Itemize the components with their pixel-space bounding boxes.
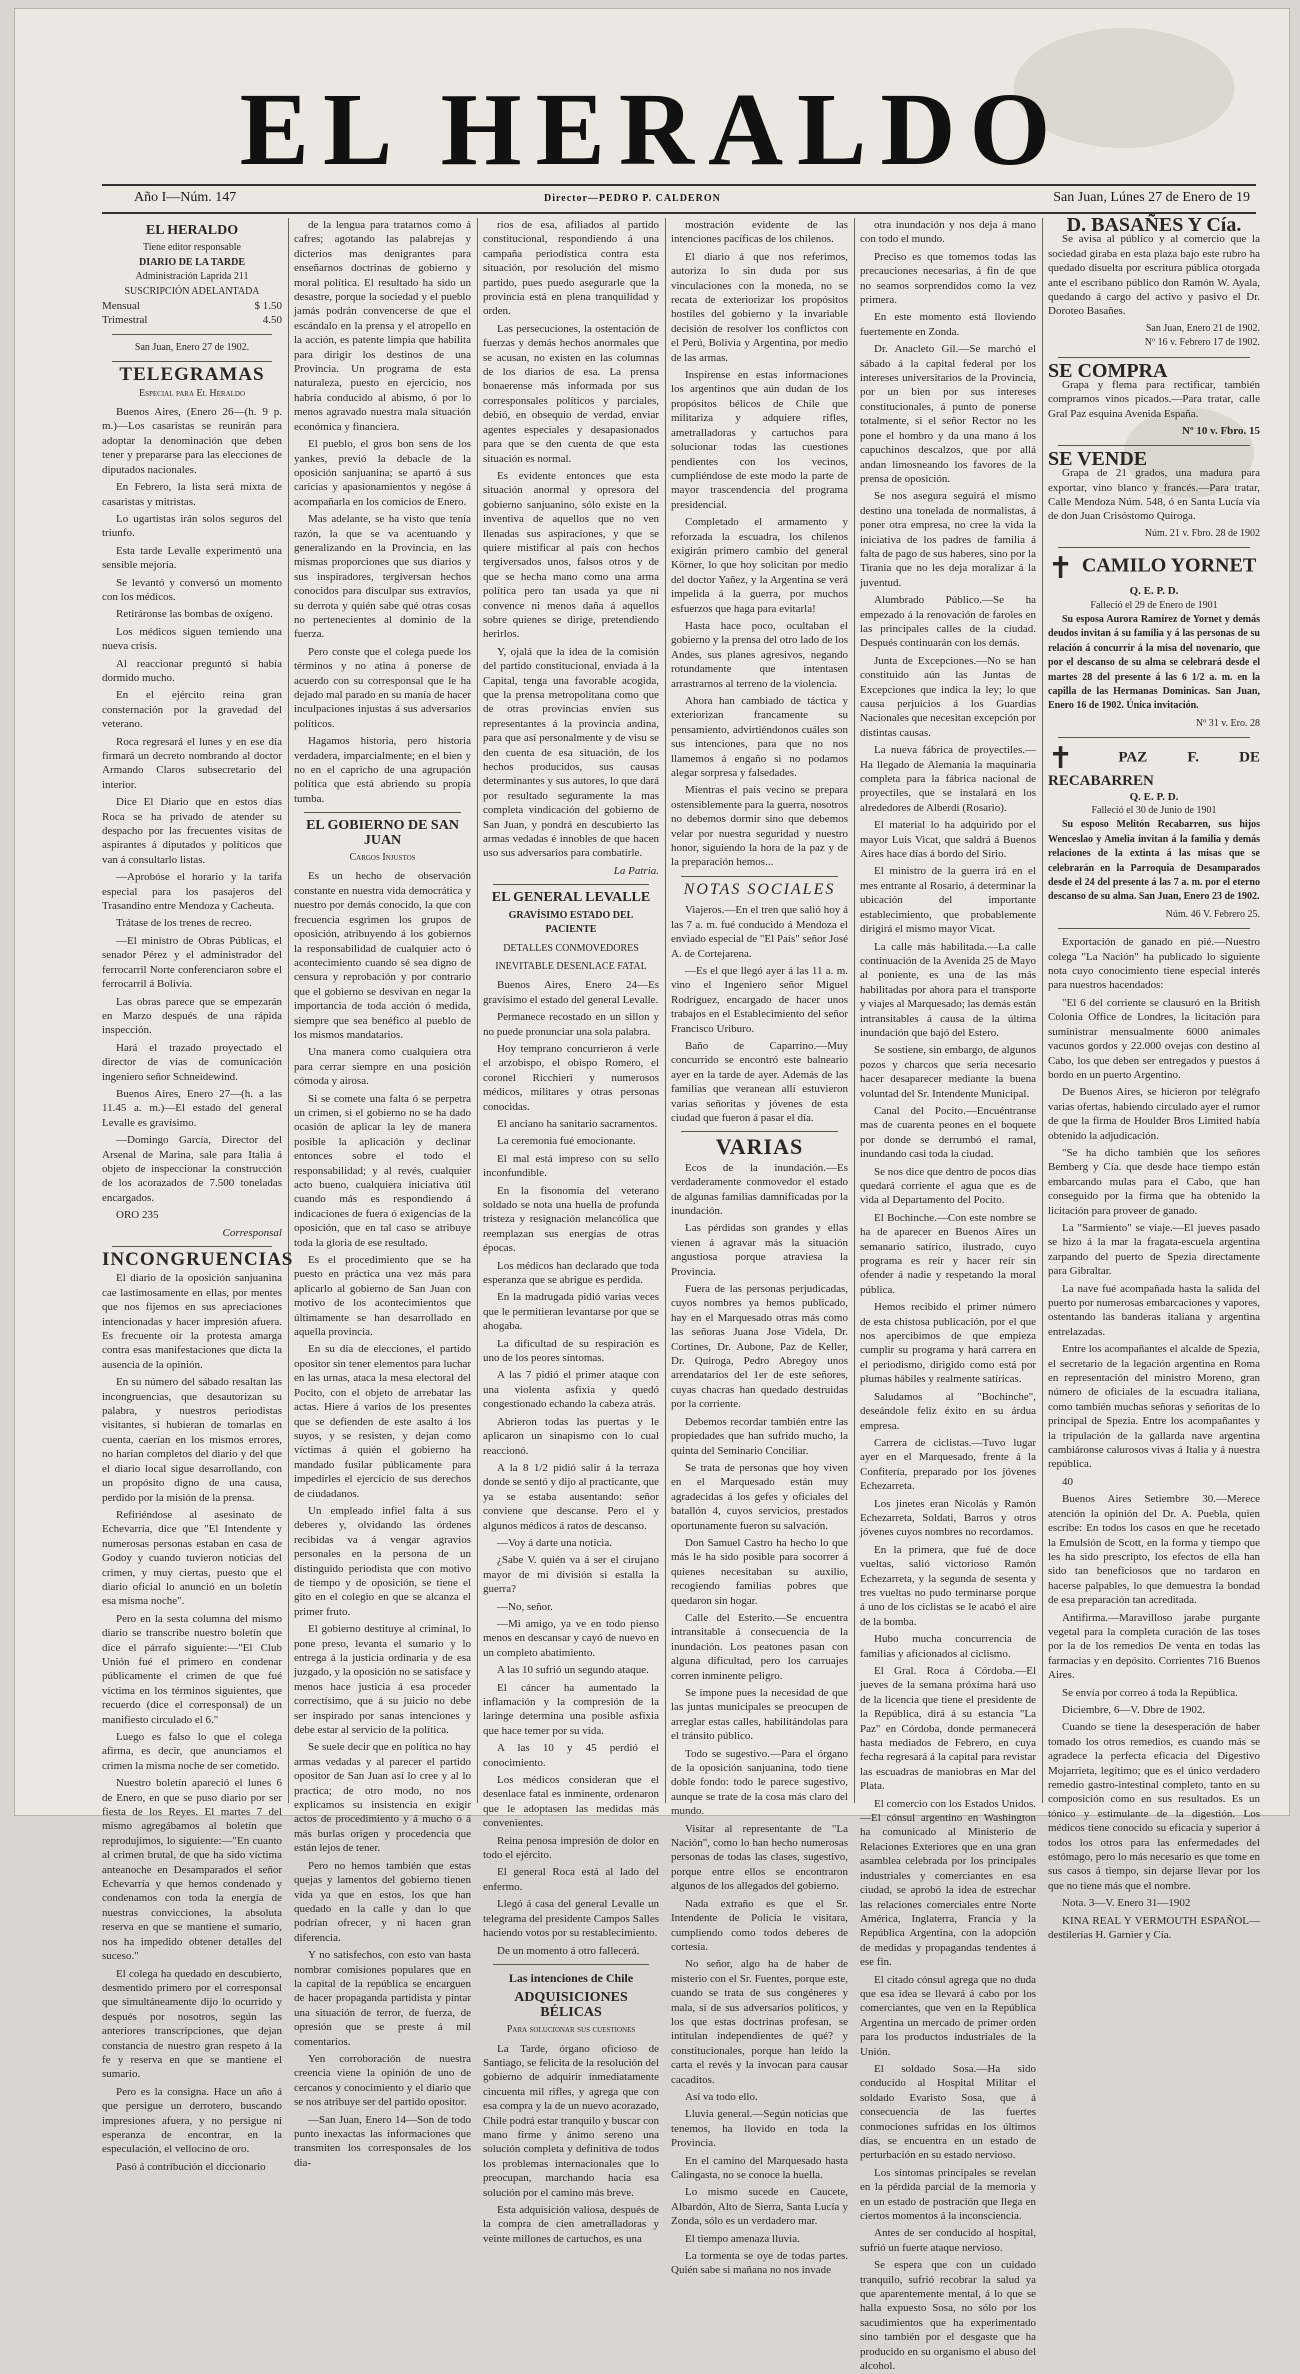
paragraph: Buenos Aires, Enero 27—(h. a las 11.45 a. m.)—El estado del general Levalle es gravísimo. [102,1087,282,1129]
divider [681,1131,838,1132]
section-title: TELEGRAMAS [119,364,265,386]
rate-row [102,299,282,313]
paragraph: "Se ha dicho también que los señores Bemberg y Cía. que desde hace tiempo están embarcando mulas para el Cabo, que han conseguido por la firma que ha obtenido la licitación para proveer de ganado. [1048,1146,1260,1217]
paragraph: —Voy á darte una noticia. [497,1536,612,1549]
paragraph: Roca regresará el lunes y en ese día firmará un decreto nombrando al doctor Armando Claros subsecretario del interior. [102,735,282,791]
paragraph: Los síntomas principales se revelan en la pérdida parcial de la memoria y en un estado de postración que llega en ciertos momentos á la inconsciencia. [860,2166,1036,2223]
paragraph: Luego es falso lo que el colega afirma, es decir, que anunciamos el crimen la misma noche de ser cometido. [102,1731,282,1772]
cross-icon: ✝ [1048,552,1074,586]
divider [112,1246,272,1247]
paragraph: La nueva fábrica de proyectiles.—Ha llegado de Alemania la maquinaria completa para la fábrica nacional de proyectiles, que se instalará en los alrededores de Alberdi (Rosario). [860,744,1036,814]
paragraph: A las 10 y 45 perdió el conocimiento. [483,1742,659,1769]
paragraph: Pero no hemos también que estas quejas y lamentos del gobierno tienen vida ya que en estos, los que han quedado en la calle y dan lo que podrían ofrecer, y ni hacen gran diferencia. [294,1859,471,1944]
obituary-name: CAMILO YORNET [1081,554,1257,577]
section-title: INCONGRUENCIAS [102,1249,294,1270]
column-6 [1048,214,1260,1942]
divider [1058,445,1250,446]
source: La Patria. [613,864,659,877]
paragraph: mostración evidente de las intenciones pacíficas de los chilenos. [671,219,848,246]
section-subtitle: Cargos Injustos [349,852,416,864]
column-4 [671,218,848,2277]
section-subtitle: GRAVÍSIMO ESTADO DEL PACIENTE [508,909,634,936]
paragraph: Exportación de ganado en pié.—Nuestro colega "La Nación" ha publicado lo siguiente nota cuyo conocimiento tiene especial interés para nuestros hacendados: [1048,936,1260,992]
column-rule [477,218,478,1803]
paragraph: El Bochinche.—Con este nombre se ha de aparecer en Buenos Aires un semanario satírico, ilustrado, cuyo programa es reír y hacer reír sin ofender á nadie y respetando la moral pública. [860,1211,1036,1296]
paragraph: Nota. 3—V. Enero 31—1902 [1062,1897,1191,1910]
divider [1058,737,1250,738]
paragraph: Se envía por correo á toda la República. [1062,1686,1238,1699]
newspaper-page [14,8,1290,2373]
paragraph: Reina penosa impresión de dolor en todo el ejército. [483,1834,659,1862]
paragraph: Mas adelante, se ha visto que tenía razón, la que se va acentuando y generalizando en la Provincia, en las mismas proporciones que sus diarios y sus inspiradores, tergiversan hechos conocidos para disculpar sus extravíos, su derrota y quién sabe qué otras cosas no pertenecientes al dominio de la fuerza. [294,513,471,641]
divider [1058,357,1250,358]
paragraph: Abrieron todas las puertas y le aplicaron un sinapismo con lo cual reaccionó. [483,1415,659,1457]
paragraph: de la lengua para tratarnos como á cafres; agotando las palabrejas y dicterios mas denigrantes para enseñarnos doctrinas de gobierno y moral política. El resultado ha sido un desastre, porque la sociedad y el pueblo jamás podrán convencerse de que el escándalo en la prensa y el atropello en la acción, es patente limpia que habilita para dirigir los destinos de una Provincia. Un programa de esta naturaleza, puesto en ejercicio, nos habría conducido al abismo, ó por lo menos agravado nuestra mala situación económica y financiera. [294,219,471,433]
column-1 [102,218,294,2173]
paragraph: Buenos Aires Setiembre 30.—Merece atención la opinión del Dr. A. Puebla, quien escribe: En todos los casos en que he recetado la Emulsión de Scott, en la forma y tiempo que les ha sido prescripto, los efectos de ella han sido tan beneficiosos que no tardaron en hacerse palpables, lo que demuestra la bondad de esa preparación tan acreditada. [1048,1493,1260,1607]
paragraph: De Buenos Aires, se hicieron por telégrafo varias ofertas, habiendo circulado ayer el rumor de que la firma de Houlder Bros Limited había obtenido la adjudicación. [1048,1086,1260,1142]
section-title: NOTAS SOCIALES [683,880,836,898]
paragraph: La "Sarmiento" se viaje.—El jueves pasado se hizo á la mar la fragata-escuela argentina zarpando del puerto de Spezia directamente para Gibraltar. [1048,1221,1260,1278]
paragraph: Trátase de los trenes de recreo. [116,917,252,930]
paragraph: Se sostiene, sin embargo, de algunos pozos y charcos que sería necesario hacer desaparecer mediante la buena voluntad del Sr. Intendente Municipal. [860,1044,1036,1100]
ad-number: Nº 31 v. Ero. 28 [1195,717,1260,729]
paragraph: Baño de Caparrino.—Muy concurrido se encontró este balneario ayer en la tarde de ayer. Además de las familias que veranean allí estuvieron varias señoritas y jóvenes de esta ciudad que fueron á pasar el día. [671,1039,848,1124]
paragraph: Inspírense en estas informaciones los argentinos que aún dudan de los propósitos bélicos de Chile que militariza y adquiere rifles, ametralladoras y cartuchos para solucionar todas las cuestiones pendientes con los vecinos, cumpliéndose de este modo la parte de mayor trascendencia del programa presidencial. [671,369,848,511]
paragraph: Refiriéndose al asesinato de Echevarría, dice que "El Intendente y numerosas personas estaban en casa de Godoy y cuando tuvieron noticias del crimen, y muy ciertas, puesto que el diario oficial lo anunció en un boletín esa misma noche". [102,1508,282,1608]
rate-label: Mensual [102,300,140,313]
paragraph: Pero conste que el colega puede los términos y no atina á ponerse de acuerdo con su corresponsal que le ha dejado mal parado en su manía de hacer inculpaciones injustas á sus adversarios políticos. [294,645,471,730]
rate-row [102,313,282,327]
paragraph: "El 6 del corriente se clausuró en la British Colonia Office de Londres, la licitación para suministrar mensualmente 6000 animales vacunos gordos y 22.000 ovejas con destino al Cabo, los que deben ser entregados y puestos á bordo en un puerto Argentino. [1048,996,1260,1081]
paragraph: Se levantó y conversó un momento con los médicos. [102,576,282,603]
paragraph: Retiráronse las bombas de oxígeno. [116,608,273,621]
paragraph: Diciembre, 6—V. Dbre de 1902. [1062,1703,1206,1716]
paragraph: Los médicos siguen temiendo una nueva crisis. [102,625,282,653]
cross-icon: ✝ [1048,742,1074,776]
box-line: DIARIO DE LA TARDE [138,256,246,268]
section-subtitle: DETALLES CONMOVEDORES [503,942,639,954]
paragraph: El tiempo amenaza lluvia. [685,2232,800,2245]
header-row [134,190,1250,212]
paragraph: Un empleado infiel falta á sus deberes y, olvidando las órdenes recibidas va á vengar agravios personales en la persona de un distinguido periodista que con motivo de tiempo y de oposición, se tiene el gito en el colegio en que se alcanza el primer fruto. [294,1504,471,1618]
paragraph: La ceremonia fué emocionante. [497,1135,636,1148]
paragraph: Yen corroboración de nuestra creencia viene la opinión de uno de cercanos y conocimiento y el diario que se nos atribuye ser del partido opositor. [294,2052,471,2109]
paragraph: Las obras parece que se empezarán en Marzo después de una rápida inspección. [102,995,282,1037]
divider [112,334,272,335]
director-line: Director—PEDRO P. CALDERON [544,193,721,204]
article-body [483,978,659,1958]
paragraph: Y, ojalá que la idea de la comisión del partido constitucional, enviada á la Capital, tenga una favorable acogida, que la prensa metropolitana como que de otras provincias envíen sus representantes á la provincia andina, para que así personalmente y de visu se den cuenta de esa situación, de los hechos producidos, sus causas determinantes y sus autores, lo que dará por resultado seguramente la mas completa vindicación del gobierno de San Juan, y pondrá en descubierto las armas vedadas é innobles de que hacen uso sus adversarios para combatirle. [483,645,659,860]
article-body [294,869,471,2170]
paragraph: En el camino del Marquesado hasta Calingasta, no se conoce la huella. [671,2154,848,2181]
paragraph: El pueblo, el gros bon sens de los yankes, previó la debacle de la oposición sanjuanina; se apartó á sus caricias y apasionamientos y negóse á acompañarla en los comicios de Enero. [294,438,471,508]
article-body [102,1271,282,2174]
paragraph: Antifirma.—Maravilloso jarabe purgante vegetal para la completa curación de las toses por la de los remedios De venta en todas las farmacias y en depósito. Corrientes 716 Buenos Aires. [1048,1611,1260,1682]
paragraph: Carrera de ciclistas.—Tuvo lugar ayer en el Marquesado, frente á la Confitería, preparado por los jóvenes Echezarreta. [860,1436,1036,1493]
paragraph: El Gral. Roca á Córdoba.—El jueves de la semana próxima hará uso de la licencia que tiene el presidente de la República, dirá á su estancia "La Paz" en Córdoba, donde permanecerá hasta mediados de Febrero, en cuya fecha regresará á la capital para revistar las escuadras de maniobras en Mar del Plata. [860,1665,1036,1793]
rate-value: 4.50 [262,314,282,327]
paragraph: El material lo ha adquirido por el mayor Luis Vicat, que saldrá á Buenos Aires hace días á bordo del Sirio. [860,819,1036,861]
paragraph: Hará el trazado proyectado el director de vías de comunicación ingeniero señor Schneidewind. [102,1041,282,1083]
paragraph: En su día de elecciones, el partido opositor sin tener elementos para luchar en las urnas, ataca la mesa electoral del Pocito, con el objeto de arrebatar las actas. Hiere á varios de los presentes que se defienden de este asalto á los suyos, y se resisten, y dejan como víctimas á quién el gobierno ha mandado fusilar públicamente para impedirles el ejercicio de sus derechos de ciudadanos. [294,1343,471,1500]
paragraph: Si se comete una falta ó se perpetra un crimen, si el gobierno no se ha dado ocasión de aplicar la ley de manera posible la aplicación y declinar entonces sobre el todo el responsabilidad; y al revés, cualquier acto bueno, cualquiera iniciativa útil cuando más es respondiendo á indicaciones de fuera ó exigencias de la oposición, que en tal caso se atribuye toda la gloria de ese resultado. [294,1092,471,1249]
paragraph: Lo ugartistas irán solos seguros del triunfo. [102,512,282,540]
paragraph: ¿Sabe V. quién va á ser el cirujano mayor de mi división si estalla la guerra? [483,1554,659,1596]
rate-value: $ 1.50 [254,300,282,313]
paragraph: —No, señor. [497,1600,553,1613]
article-body [294,218,471,806]
column-rule [854,218,855,1803]
paragraph: Pero es la consigna. Hace un año á que persigue un derrotero, buscando impresiones afuera, y no persigue ni esperanza de encontrar, en la especulación, el vellocino de oro. [102,2085,282,2156]
paragraph: Una manera como cualquiera otra para cerrar siempre en una posición cómoda y airosa. [294,1046,471,1088]
obituary-qepd: Q. E. P. D. [1129,585,1179,598]
article-body [671,1161,848,2278]
ad-number: Núm. 21 v. Fbro. 28 de 1902 [1144,527,1260,539]
ad-title: SE VENDE [1048,447,1148,470]
paragraph: A la 8 1/2 pidió salir á la terraza donde se sentó y dijo al practicante, que ya se estaba ausentando: señor conviene que descanse. Pero el y algunos médicos á ratos de descanso. [483,1461,659,1532]
paragraph: El diario á que nos referimos, autoriza lo sin duda por sus vinculaciones con la moneda, no se recata de exteriorizar los propósitos hostiles del gobierno y la invariable decisión de resolver los conflictos con el Perú, Bolivia y Argentina, por medio de las armas. [671,250,848,364]
section-subtitle: Para solucionar sus cuestiones [506,2024,636,2036]
paragraph: Completado el armamento y reforzada la escuadra, los chilenos exigirán primero cambio del general Körner, lo que hoy solicitan por medio del doctor Yañez, y la Argentina se verá impelida á la guerra, por muchos esfuerzos que haga para evitarla! [671,516,848,615]
obituary-body: Su esposa Aurora Ramírez de Yornet y demás deudos invitan á su familia y á las personas de su relación á concurrir á la misa del novenario, que por el descanso de su alma se celebrará desde el martes 28 del presente á las 6 1/2 a. m. en la capilla de las Hermanas Dominicas. San Juan, Enero 16 de 1902. Única invitación. [1048,613,1260,712]
obituary-name: PAZ F. DE RECABARREN [1048,749,1260,790]
paragraph: —San Juan, Enero 14—Son de todo punto inexactas las informaciones que transmiten los corresponsales de los dia- [294,2113,471,2169]
paragraph: Al reaccionar preguntó si había dormido mucho. [102,657,282,684]
paragraph: Los médicos han declarado que toda esperanza que se abrigue es perdida. [483,1259,659,1287]
divider [493,884,649,885]
column-rule [665,218,666,1803]
rate-label: Trimestral [102,314,148,327]
paragraph: Saludamos al "Bochinche", deseándole feliz éxito en su árdua empresa. [860,1390,1036,1432]
paragraph: Debemos recordar también entre las propiedades que han sufrido mucho, la quinta del Seminario Conciliar. [671,1415,848,1457]
paragraph: Se nos asegura seguirá el mismo destino una tonelada de normalistas, á poner otra empresa, no cree la vida la iniciativa de los padres de familia á falta de pago de sus haberes, sino por la Tirania que no les deja moralizar á la juventud. [860,490,1036,589]
paragraph: Es evidente entonces que esta situación anormal y opresora del gobierno sanjuanino, sólo existe en la inventiva de aquellos que no ven llenadas sus aspiraciones, y que se quiere mistificar al país con hechos tergiversados unos, falsos otros y de que se hecha mano como una arma política pero tan usada ya que ni convence ni menos daña á aquellos sobre quienes se dirige, pretendiendo herirlos. [483,469,659,641]
article-body [671,903,848,1125]
paragraph: Hemos recibido el primer número de esta chistosa publicación, por el que nos apercibimos de que empieza cumplir su programa y hará carrera en el periodismo, dirigido como está por plumas hábiles y realmente satíricas. [860,1301,1036,1386]
paragraph: En la fisonomía del veterano soldado se nota una huella de profunda tristeza y resignación melancólica que reemplazan sus energías de otras épocas. [483,1184,659,1255]
paragraph: Buenos Aires, (Enero 26—(h. 9 p. m.)—Los casaristas se reunirán para adoptar la denominación que deben tener y prepararse para las elecciones de diputados nacionales. [102,406,282,476]
paragraph: Hasta hace poco, ocultaban el gobierno y la prensa del otro lado de los Andes, sus planes agresivos, negando rotundamente que intentasen arrastrarnos al terreno de la violencia. [671,619,848,690]
paragraph: Ecos de la inundación.—Es verdaderamente conmovedor el estado de algunas familias damnificadas por la inundación. [671,1161,848,1217]
paragraph: A las 7 pidió el primer ataque con una violenta asfixia y quedó congestionado echando la cabeza atrás. [483,1369,659,1411]
paragraph: —Es el que llegó ayer á las 11 a. m. vino el Ingeniero señor Miguel Rodríguez, encargado de hacer unos trabajos en el Establecimiento del señor Francisco Uriburo. [671,964,848,1035]
paragraph: Entre los acompañantes el alcalde de Spezia, el secretario de la legación argentina en Roma en representación del ministro Moreno, gran número de oficiales de la escuadra italiana, como también muchas señoras y señoritas de lo principal de Spezia. Entre los acompañantes y la tripulación de la gallarda nave argentina cambiáronse calurosos vivas á Italia y á nuestra república. [1048,1343,1260,1471]
section-title: EL GOBIERNO DE SAN JUAN [306,818,459,848]
paragraph: rios de esa, afiliados al partido constitucional, respondiendo á una campaña periodística contra esta situación, por resolución del mismo partido, pues puedo asegurarle que la provincia está en plena tranquilidad y orden. [483,219,659,318]
paragraph: Hoy temprano concurrieron á verle el arzobispo, el obispo Romero, el coronel Ricchieri y numerosos médicos, militares y otras personas conocidas. [483,1042,659,1113]
paragraph: Alumbrado Público.—Se ha empezado á la renovación de faroles en las principales calles de la ciudad. Después continuarán con los demás. [860,594,1036,650]
paragraph: El mal está impreso con su sello inconfundible. [483,1152,659,1180]
obituary-body: Su esposo Melitón Recabarren, sus hijos Wenceslao y Amelia invitan á la familia y demás relaciones de la extinta á las misas que se celebrarán en la Parroquia de Desamparados desde el 24 del presente á las 7 a. m. por el eterno descanso de su alma. San Juan, Enero 23 de 1902. [1048,819,1260,903]
box-title: EL HERALDO [145,223,239,238]
obituary-heading [1048,744,1260,789]
paragraph: La dificultad de su respiración es uno de los peores síntomas. [483,1337,659,1365]
paragraph: —Domingo García, Director del Arsenal de Marina, sale para Italia á objeto de inspeccionar la construcción de los acorazados de 7.500 toneladas encargados. [102,1134,282,1204]
paragraph: Lo mismo sucede en Caucete, Albardón, Alto de Sierra, Santa Lucía y Zonda, sólo es un verdadero mar. [671,2186,848,2228]
divider [112,361,272,362]
article-body [483,2042,659,2247]
article-body [1048,935,1260,1942]
paragraph: En la madrugada pidió varias veces que le permitieran levantarse por que se ahogaba. [483,1291,659,1333]
paragraph: Visitar al representante de "La Nación", como lo han hecho numerosas personas de todas las clases, sugestivo, porque entre ellos se encontraron algunos de los allegados del gobierno. [671,1822,848,1893]
paragraph: El soldado Sosa.—Ha sido conducido al Hospital Militar el soldado Evaristo Sosa, que á consecuencia de las fuertes conmociones sufridas en los últimos días, se encuentra en un estado de perturbación en su estado nervioso. [860,2062,1036,2162]
paragraph: Canal del Pocito.—Encuéntranse mas de cuarenta peones en el boquete por donde se derrumbó el ramal, inundando casi toda la ciudad. [860,1104,1036,1161]
byline: Corresponsal [222,1226,282,1239]
ad-number: Nº 10 v. Fbro. 15 [1182,425,1260,438]
telegrams-body [102,405,282,1223]
issue-date: San Juan, Lúnes 27 de Enero de 19 [1053,190,1250,205]
paragraph: El citado cónsul agrega que no duda que esa idea se llevará á cabo por los comerciantes, que ven en la República Argentina un mercado de primer orden para los productos industriales de la Unión. [860,1973,1036,2058]
paragraph: —El ministro de Obras Públicas, el senador Pérez y el administrador del ferrocarril Norte conferenciaron sobre el ferrocarril á Bolivia. [102,934,282,991]
paragraph: El ministro de la guerra irá en el mes entrante al Rosario, á determinar la ubicación del importante establecimiento, que probablemente dirigirá el mismo mayor Vicat. [860,865,1036,936]
paragraph: Así va todo ello. [685,2090,758,2103]
ad-number: Nº 16 v. Febrero 17 de 1902. [1144,337,1260,349]
paragraph: Y no satisfechos, con esto van hasta nombrar comisiones populares que en la capital de la república se encarguen de hacer propaganda partidista y pintar una situación de terror, de fuerza, de opresión que se preste á mil comentarios. [294,1949,471,2048]
column-rule [1042,218,1043,1803]
article-body [483,218,659,861]
paragraph: La tormenta se oye de todas partes. Quién sabe si mañana no nos invade [671,2250,848,2277]
dateline: San Juan, Enero 27 de 1902. [134,341,250,353]
paragraph: No señor, algo ha de haber de misterio con el Sr. Fuentes, porque este, cuando se trata de sus congéneres y mala, sí de sus adversarios políticos, y los que estas doctrinas profesan, se intitulan independientes de qué? y constitucionales, porque han leído la carta el revés y la invocan para causar cacaditos. [671,1958,848,2086]
paragraph: El comercio con los Estados Unidos.—El cónsul argentino en Washington ha comunicado al Ministerio de Relaciones Exteriores que en una gran asamblea celebrada por los principales industriales y comerciantes en esa ciudad, se aprobó la idea de estrechar las relaciones comerciales entre Norte América, Inglaterra, Francia y la República Argentina, con la adopción de medidas y propagandas tendentes á ese fin. [860,1797,1036,1969]
ad-number: Núm. 46 V. Febrero 25. [1165,908,1260,920]
paragraph: Calle del Esterito.—Se encuentra intransitable á consecuencia de la inundación. Los peatones pasan con alguna dificultad, pero los carruajes corren inminente peligro. [671,1611,848,1682]
paragraph: KINA REAL Y VERMOUTH ESPAÑOL—destilerías H. Garnier y Cía. [1048,1914,1260,1942]
paragraph: Se impone pues la necesidad de que las juntas municipales se preocupen de arreglar estas calles, habilitándolas para el tránsito público. [671,1687,848,1743]
paragraph: Esta tarde Levalle experimentó una sensible mejoría. [102,544,282,572]
box-line: SUSCRIPCIÓN ADELANTADA [124,285,260,297]
section-subtitle: INEVITABLE DESENLACE FATAL [495,960,647,972]
box-line: Administración Laprida 211 [135,271,249,283]
ad-body: Grapa y flema para rectificar, también compramos vinos picados.—Para tratar, calle Gral Paz esquina Avenida España. [1048,379,1260,420]
paragraph: Pasó á contribución el diccionario [116,2160,266,2173]
paragraph: Fuera de las personas perjudicadas, cuyos nombres ya hemos publicado, hay en el Marquesado otras más como las señoras Juana Jose Videla, Dr. Cortines, Dr. Aubone, Paz de Keller, Dr. Quiroga, Pedro Abregoy unos arrendatarios del 1er de este señores, cuyas chacras han quedado destruidas por la corriente. [671,1283,848,1411]
column-2 [294,218,471,2169]
paragraph: Permanece recostado en un sillon y no puede pronunciar una sola palabra. [483,1011,659,1038]
article-body [671,218,848,870]
paragraph: Dr. Anacleto Gil.—Se marchó el sábado á la capital federal por los intereses universitarios de la Provincia, por un bien por sus intereses constitucionales, á punto de ponerse totalmente, si el señor Rector no les pone el hombro y da una mano á los capuchinos descalzos, que por allá andan limosneando los favores de la prensa de oposición. [860,343,1036,485]
paragraph: En la primera, que fué de doce vueltas, salió victorioso Ramón Echezarreta, y la segunda de sesenta y tres vueltas no pudo terminarse porque á uno de los ciclistas se le acabó el aire de la bomba. [860,1543,1036,1628]
paragraph: Preciso es que tomemos todas las precauciones necesarias, á fin de que no seamos sorprendidos como la vez primera. [860,250,1036,307]
paragraph: Todo se sugestivo.—Para el órgano de la oposición sanjuanina, todo tiene doble fondo: todo le parece sugestivo, aunque se trate de la cosa más claro del mundo. [671,1747,848,1818]
paragraph: —Aprobóse el horario y la tarifa especial para los pasajeros del Trasandino entre Mendoza y Cacheuta. [102,871,282,913]
divider [681,876,838,877]
divider [304,812,461,813]
paragraph: Lluvia general.—Según noticias que tenemos, ha llovido en toda la Provincia. [671,2108,848,2150]
paragraph: otra inundación y nos deja á mano con todo el mundo. [860,219,1036,246]
paragraph: 40 [1062,1475,1073,1488]
paragraph: El colega ha quedado en descubierto, desmentido primero por el corresponsal que simultáneamente dijo lo ocurrido y después por nosotros, según las anteriores transcripciones, que dejan constancia de nuestro gran respeto á la fe y reserva en que se mantiene el sumario. [102,1967,282,2081]
issue-number: Año I—Núm. 147 [134,190,237,205]
paragraph: Se espera que con un cuidado tranquilo, sufrió recobrar la salud ya que aparentemente mental, á lo que se halla expuesto Sosa, no sólo por los sacudimientos que ha experimentado sino también por el desgaste que ha producido en su organismo el abuso del alcohol. [860,2259,1036,2373]
column-5 [860,218,1036,2373]
ad-title: D. BASAÑES Y Cía. [1066,214,1242,236]
paragraph: En este momento está lloviendo fuertemente en Zonda. [860,311,1036,338]
paragraph: Viajeros.—En el tren que salió hoy á las 7 a. m. fué conducido á Mendoza el enviado especial de "El País" señor José A. de Cortejarena. [671,904,848,960]
paragraph: Las persecuciones, la ostentación de fuerzas y demás hechos anormales que se acusan, no existen en las columnas de los diarios de esa. La prensa bonaerense más informada por sus corresponsales políticos y parciales, debió, en obsequio de verdad, enviar agentes especiales y desapasionados para que se den cuenta de que esta situación es normal. [483,322,659,465]
paragraph: —Mi amigo, ya ve en todo pienso menos en descansar y cayó de nuevo en un completo abatimiento. [483,1617,659,1659]
ad-body: Grapa de 21 grados, una madura para exportar, vino blanco y francés.—Para tratar, Calle Mendoza Núm. 548, ó en Santa Lucía vía de don Juan Crisóstomo Quiroga. [1048,467,1260,523]
paragraph: Los jinetes eran Nicolás y Ramón Echezarreta, Soldati, Barros y otros jóvenes cuyos nombres no recordamos. [860,1497,1036,1539]
article-body [860,218,1036,2374]
section-title: VARIAS [715,1134,804,1160]
paragraph: Nada extraño es que el Sr. Intendente de Policía le visitara, cumpliendo como todos deberes de cortesía. [671,1897,848,1953]
paragraph: Se trata de personas que hoy viven en el Marquesado están muy agradecidas á los gefes y oficiales del batallón 4, cuyos servicios, prestados oportunamente fueron su salvación. [671,1461,848,1532]
obituary-date: Falleció el 29 de Enero de 1901 [1090,599,1218,611]
divider [1058,928,1250,929]
paragraph: Don Samuel Castro ha hecho lo que más le ha sido posible para socorrer á quienes necesitaban su auxilio, recogiendo familias pobres que quedaron sin hogar. [671,1536,848,1607]
paragraph: El cáncer ha aumentado la inflamación y la compresión de la laringe determina una posible asfixia que hace temer por su vida. [483,1681,659,1737]
paragraph: Cuando se tiene la desesperación de haber tomado los otros remedios, es cuando más se agradece la perfecta eficacia del Digestivo Mojarrieta, legítimo; que es el único verdadero remedio gastro-intestinal completo, tanto en su composición como en sus resultados. Es un tónico y estimulante de la digestión. Los médicos tiene conocido su eficacia y superior á todos los otros para las enfermedades del estómago, pero lo más necesario es que tome en sus casos á tiempo, sin dejarse llevar por los que no tiene más que el nombre. [1048,1721,1260,1892]
paragraph: Llegó á casa del general Levalle un telegrama del presidente Campos Salles haciendo votos por su restablecimiento. [483,1898,659,1940]
box-line: Tiene editor responsable [143,242,241,254]
paragraph: Mientras el país vecino se prepara ostensiblemente para la guerra, nosotros no debemos dormir sino que debemos velar por nuestra seguridad y nuestro honor, siguiendo la hora de la paz y de la preparación hemos... [671,784,848,869]
paragraph: La Tarde, órgano oficioso de Santiago, se felicita de la resolución del gobierno de adquirir inmediatamente cincuenta mil rifles, y agrega que con esa compra y la de un nuevo acorazado, Chile podrá estar tranquilo y buscar con mano firme y ánimo sereno una solución completa y definitiva de todos los problemas internacionales que lo preocupan, marchando hacia esa solución por el camino más breve. [483,2042,659,2199]
obituary-qepd: Q. E. P. D. [1129,790,1179,803]
paragraph: Pero en la sesta columna del mismo diario se transcribe nuestro boletín que dice el párrafo siguiente:—"El Club Unión fué el primero en condenar públicamente el crimen de que fué víctima en los términos siguientes, que recuerdo (dice el corresponsal) de un manifiesto circulado el 6." [102,1612,282,1726]
paragraph: Hagamos historia, pero historia verdadera, imparcialmente; en el bien y no en el capricho de una agrupación política que está abriendo su propia tumba. [294,735,471,805]
paragraph: Es el procedimiento que se ha puesto en práctica una vez más para aplicarlo al gobierno de San Juan con motivo de los acontecimientos que últimamente se han desarrollado en aquella provincia. [294,1254,471,1339]
header-rule-top [102,184,1256,186]
section-title: EL GENERAL LEVALLE [491,890,651,906]
paragraph: La calle más habilitada.—La calle continuación de la Avenida 25 de Mayo al poniente, es una de las más habilitadas por ahora para el transporte y viajes al Marquesado; las demás están intransitables á causa de la última inundación que bajó del Estero. [860,940,1036,1039]
section-title: ADQUISICIONES BÉLICAS [514,1990,628,2020]
section-title: Las intenciones de Chile [508,1970,634,1985]
ad-body: Se avisa al público y al comercio que la sociedad giraba en esta plaza bajo este rubro ha quedado disuelta por escritura pública otorgada ante el escribano público don Ramón W. Ayala, quedando á cargo del activo y pasivo el Dr. Doroteo Basañes. [1048,233,1260,318]
paragraph: En su número del sábado resaltan las incongruencias, que desautorizan su palabra, y nuestros periodistas visitantes, si hubieran de tomarlas en cuenta, caerían en los mismos errores, no harían completos del diario y del que el diario local sigue desarrollando, con un propósito digno de una causa, perdido por la misión de la prensa. [102,1376,282,1504]
paragraph: A las 10 sufrió un segundo ataque. [497,1664,649,1677]
paragraph: Los médicos consideran que el desenlace fatal es inminente, ordenaron que le adoptasen las medidas más convenientes. [483,1774,659,1830]
paragraph: Las pérdidas son grandes y ellas vienen á agravar más la situación angustiosa porque atraviesa la Provincia. [671,1222,848,1278]
paragraph: Es un hecho de observación constante en nuestra vida democrática y nuestro por demás conocido, la que con frecuencia esgrimen los grupos de oposición, atribuyendo á los gobiernos la responsabilidad de cualquier acto ó acontecimiento cuando sé sea digno de censura y reprobación y por contrario que el gobierno se desvivan en negar la importancia de toda acción ó medida, siempre que sea benéfico al pueblo de los mismos mandatarios. [294,870,471,1041]
paragraph: Esta adquisición valiosa, después de la compra de cien ametralladoras y veinte millones de cartuchos, es una [483,2204,659,2245]
paragraph: Nuestro boletín apareció el lunes 6 de Enero, en que se puso diario por ser fiesta de los Reyes. El martes 7 del mismo agregábamos al boletín que reprodujimos, lo siguiente:—"En cuanto al crimen brutal, de que ha sido víctima anteanoche en Desamparados el señor Echevarría y que hemos condenado y condenamos con toda la energía de nuestras convicciones, la absoluta reserva en que se mantiene el sumario, nos ha impedido obtener detalles del suceso." [102,1777,282,1963]
paragraph: Hubo mucha concurrencia de familias y aficionados al ciclismo. [860,1633,1036,1660]
obituary-heading [1048,554,1260,584]
ad-title: SE COMPRA [1048,359,1168,382]
paragraph: El general Roca está al lado del enfermo. [483,1866,659,1893]
paragraph: Buenos Aires, Enero 24—Es gravísimo el estado del general Levalle. [483,979,659,1006]
column-3 [483,218,659,2245]
paragraph: La nave fué acompañada hasta la salida del puerto por numerosas embarcaciones y vapores, ostentando las banderas italiana y argentina entrelazadas. [1048,1282,1260,1338]
column-rule [288,218,289,1803]
paragraph: El diario de la oposición sanjuanina cae lastimosamente en ellas, por mentes que nos fijemos en sus apreciaciones intencionadas y hacer impresión afuera. Es frecuente oír la protesta amarga contra esas manifestaciones que dicta la ausencia de la opinión. [102,1272,282,1371]
paragraph: Dice El Diario que en estos días Roca se ha privado de atender su despacho por las frecuentes visitas de aspirantes á diputados y políticos que van á consultarlo listas. [102,796,282,866]
divider [493,1964,649,1965]
paragraph: Junta de Excepciones.—No se han constituido aún las Juntas de Excepciones que indica la ley; lo que causa perjuicios á los Guardias Nacionales que necesitan excepción por distintas causas. [860,654,1036,739]
paragraph: Ahora han cambiado de táctica y exteriorizan francamente su pensamiento, advirtiéndonos cuáles son sus intenciones, para que no nos llamemos á engaño si no podamos alegar sorpresa y falsedades. [671,695,848,780]
paragraph: Antes de ser conducido al hospital, sufrió un fuerte ataque nervioso. [860,2227,1036,2254]
paragraph: ORO 235 [116,1209,159,1222]
paragraph: De un momento á otro fallecerá. [497,1944,640,1957]
masthead-title: EL HERALDO [239,72,1065,187]
ad-date: San Juan, Enero 21 de 1902. [1145,322,1260,334]
obituary-date: Falleció el 30 de Junio de 1901 [1091,805,1217,816]
paragraph: El gobierno destituye al criminal, lo pone preso, levanta el sumario y lo entrega á la justicia ordinaria y de esa juzgado, y la oposición no se satisface y menos hace justicia á esa proceder correctísimo, que á su juicio no debe ser inspirado por sanas intenciones y debe estar al servicio de la política. [294,1623,471,1737]
divider [1058,547,1250,548]
paragraph: Se nos dice que dentro de pocos días quedará corriente el agua que es de vida al Departamento del Pocito. [860,1165,1036,1207]
paragraph: Se suele decir que en política no hay armas vedadas y al parecer el partido opositor de San Juan así lo cree y al lo practica; de otro modo, no nos explicamos su insistencia en exigir actos de procedimiento y á mucho ó á más burlas origen y procedencia que están lejos de tener. [294,1741,471,1855]
paragraph: El anciano ha sanitario sacramentos. [497,1117,658,1130]
paragraph: En Febrero, la lista será mixta de casaristas y mitristas. [102,481,282,508]
section-subtitle: Especial para El Heraldo [138,387,246,399]
paragraph: En el ejército reina gran consternación por la gravedad del veterano. [102,689,282,731]
